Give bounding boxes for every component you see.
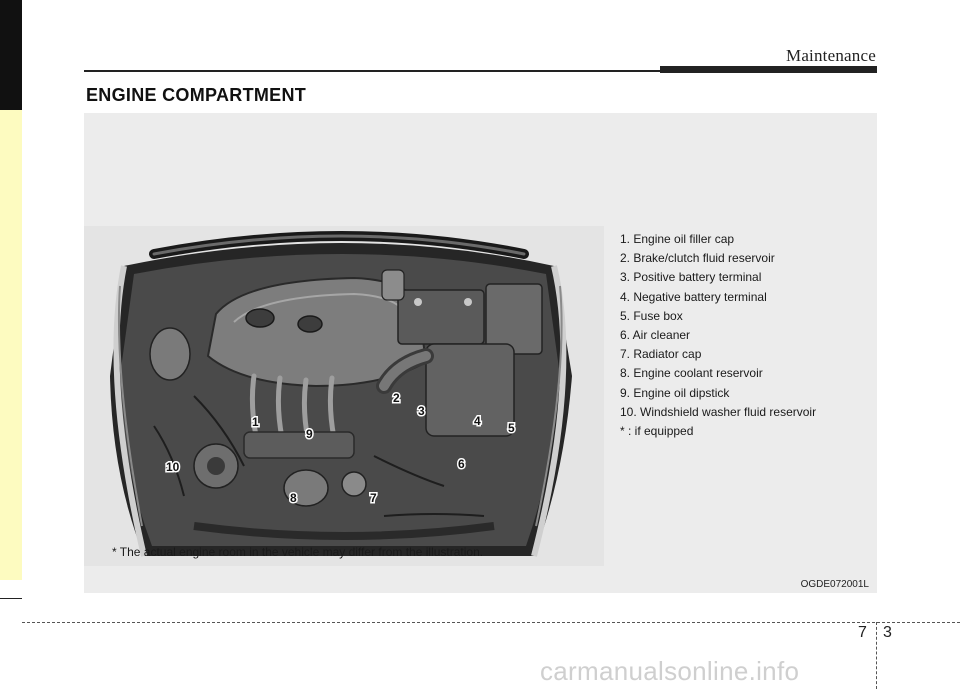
footer-dashed-rule (22, 622, 960, 623)
footer-dashed-divider (876, 622, 877, 689)
legend-item: 1. Engine oil filler cap (620, 232, 735, 246)
legend-item: 3. Positive battery terminal (620, 270, 762, 285)
figure-code: OGDE072001L (800, 579, 869, 590)
callout-1: 1 (252, 415, 259, 429)
legend-list (620, 230, 816, 441)
legend-item: 5. Fuse box (620, 308, 683, 323)
header-rule-thick (660, 66, 877, 73)
figure-footnote: * The actual engine room in the vehicle may differ from the illustration. (112, 545, 484, 559)
legend-item: 7. Radiator cap (620, 347, 702, 362)
legend-item: 10. Windshield washer fluid reservoir (620, 404, 817, 419)
callout-2: 2 (393, 391, 400, 405)
page-heading: ENGINE COMPARTMENT (86, 85, 307, 105)
legend-item: 6. Air cleaner (620, 328, 691, 343)
engine-illustration (84, 226, 604, 566)
legend-item: 4. Negative battery terminal (620, 289, 767, 304)
legend-item: 9. Engine oil dipstick (620, 385, 730, 400)
header-rule-thin (84, 70, 660, 72)
callout-3: 3 (418, 404, 425, 418)
callout-5: 5 (508, 421, 515, 435)
side-divider (0, 598, 22, 599)
legend-note: * : if equipped (620, 424, 694, 439)
page-chapter: 7 (858, 624, 867, 641)
callout-7: 7 (370, 491, 377, 505)
page-number: 3 (883, 624, 892, 641)
side-tab-black (0, 0, 22, 110)
callout-4: 4 (474, 414, 481, 428)
callout-8: 8 (290, 491, 297, 505)
callout-9: 9 (306, 427, 313, 441)
legend-item: 8. Engine coolant reservoir (620, 366, 763, 381)
side-tab-yellow (0, 110, 22, 580)
figure-panel (84, 113, 877, 593)
callout-10: 10 (166, 460, 180, 474)
section-title: Maintenance (786, 46, 876, 65)
legend-item: 2. Brake/clutch fluid reservoir (620, 251, 775, 266)
callout-6: 6 (458, 457, 465, 471)
watermark: carmanualsonline.info (540, 656, 800, 686)
